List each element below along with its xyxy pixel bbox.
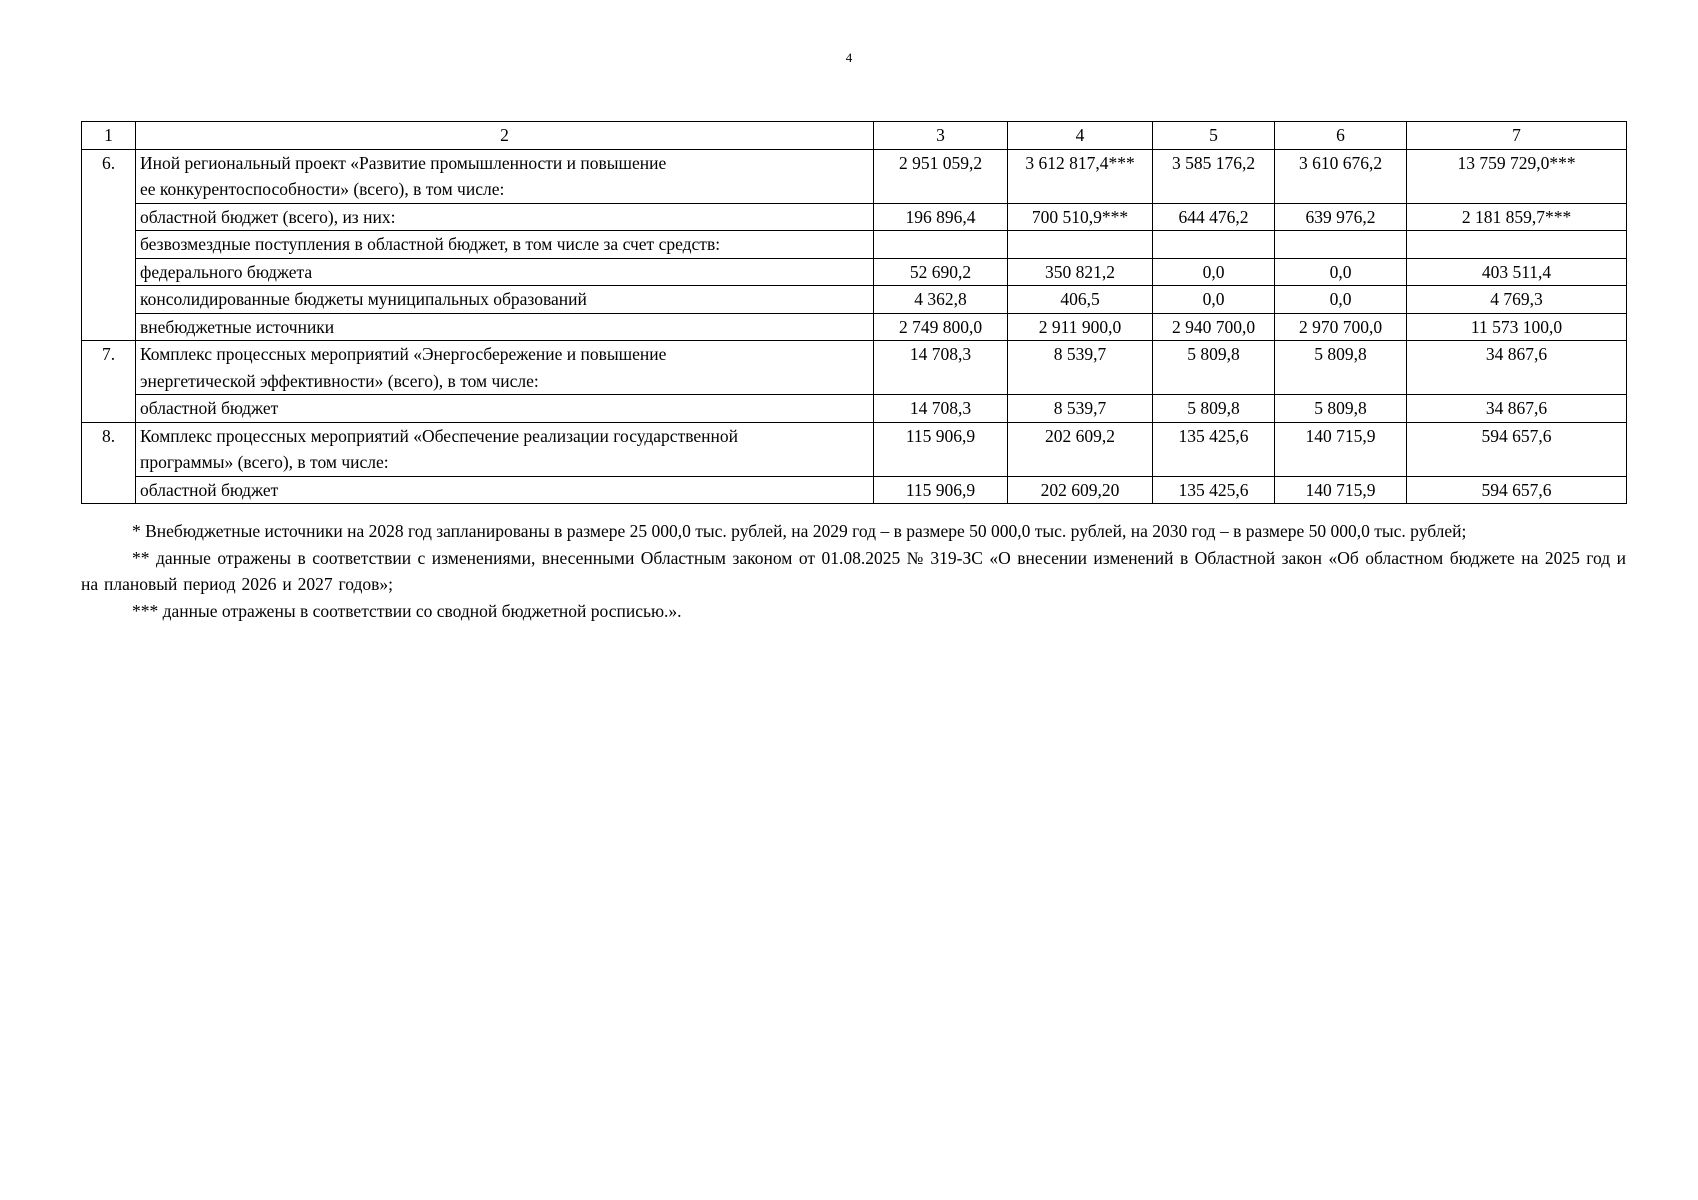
cell-value-col-4: 202 609,20 bbox=[1008, 476, 1153, 504]
column-number-1: 1 bbox=[82, 122, 136, 150]
budget-table bbox=[81, 121, 1627, 504]
cell-value-col-7: 11 573 100,0 bbox=[1407, 313, 1627, 341]
column-number-5: 5 bbox=[1153, 122, 1275, 150]
cell-value-col-4 bbox=[1008, 231, 1153, 259]
page-number: 4 bbox=[845, 50, 853, 65]
table-row bbox=[82, 149, 1627, 203]
cell-value-col-5: 3 585 176,2 bbox=[1153, 149, 1275, 203]
table-row bbox=[82, 286, 1627, 314]
item-number: 8. bbox=[82, 422, 136, 504]
cell-value-col-4: 3 612 817,4*** bbox=[1008, 149, 1153, 203]
cell-value-col-7: 2 181 859,7*** bbox=[1407, 203, 1627, 231]
cell-value-col-3: 2 749 800,0 bbox=[874, 313, 1008, 341]
cell-value-col-5: 0,0 bbox=[1153, 258, 1275, 286]
cell-value-col-5: 5 809,8 bbox=[1153, 341, 1275, 395]
table-row bbox=[82, 203, 1627, 231]
footnote-1: * Внебюджетные источники на 2028 год запланированы в размере 25 000,0 тыс. рублей, на 2029 год – в размере 50 000,0 тыс. рублей, на 2030 год – в размере 50 000,0 тыс. рублей; bbox=[132, 521, 1467, 541]
cell-value-col-3: 115 906,9 bbox=[874, 422, 1008, 476]
cell-value-col-6: 5 809,8 bbox=[1275, 341, 1407, 395]
cell-value-col-6: 0,0 bbox=[1275, 258, 1407, 286]
row-label-line: Комплекс процессных мероприятий «Обеспечение реализации государственной bbox=[140, 425, 738, 446]
cell-value-col-6: 2 970 700,0 bbox=[1275, 313, 1407, 341]
column-number-7: 7 bbox=[1407, 122, 1627, 150]
cell-value-col-3: 14 708,3 bbox=[874, 341, 1008, 395]
cell-value-col-6: 140 715,9 bbox=[1275, 422, 1407, 476]
cell-value-col-3: 2 951 059,2 bbox=[874, 149, 1008, 203]
cell-value-col-6: 140 715,9 bbox=[1275, 476, 1407, 504]
row-label bbox=[136, 203, 874, 231]
row-label-line: внебюджетные источники bbox=[140, 316, 335, 337]
row-label-line: Комплекс процессных мероприятий «Энергосбережение и повышение bbox=[140, 344, 667, 364]
row-label bbox=[136, 286, 874, 314]
cell-value-col-4: 2 911 900,0 bbox=[1008, 313, 1153, 341]
table-row bbox=[82, 231, 1627, 259]
column-number-6: 6 bbox=[1275, 122, 1407, 150]
cell-value-col-3: 14 708,3 bbox=[874, 395, 1008, 423]
cell-value-col-5: 644 476,2 bbox=[1153, 203, 1275, 231]
cell-value-col-7: 34 867,6 bbox=[1407, 395, 1627, 423]
cell-value-col-4: 202 609,2 bbox=[1008, 422, 1153, 476]
cell-value-col-7: 594 657,6 bbox=[1407, 476, 1627, 504]
cell-value-col-3: 4 362,8 bbox=[874, 286, 1008, 314]
row-label-line: областной бюджет bbox=[140, 398, 279, 418]
row-label-line: безвозмездные поступления в областной бюджет, в том числе за счет средств: bbox=[140, 234, 721, 254]
cell-value-col-6: 3 610 676,2 bbox=[1275, 149, 1407, 203]
table-row bbox=[82, 258, 1627, 286]
cell-value-col-4: 8 539,7 bbox=[1008, 395, 1153, 423]
row-label-line: энергетической эффективности» (всего), в том числе: bbox=[140, 370, 539, 391]
row-label bbox=[136, 395, 874, 423]
cell-value-col-4: 8 539,7 bbox=[1008, 341, 1153, 395]
table-row bbox=[82, 341, 1627, 395]
cell-value-col-4: 350 821,2 bbox=[1008, 258, 1153, 286]
cell-value-col-4: 700 510,9*** bbox=[1008, 203, 1153, 231]
row-label-line: программы» (всего), в том числе: bbox=[140, 452, 389, 472]
cell-value-col-5: 5 809,8 bbox=[1153, 395, 1275, 423]
cell-value-col-3: 52 690,2 bbox=[874, 258, 1008, 286]
table-header-row bbox=[82, 122, 1627, 150]
footnote-2: ** данные отражены в соответствии с изменениями, внесенными Областным законом от 01.08.2025 № 319-ЗС «О внесении изменений в Областной закон «Об областном бюджете на 2025 год и на плановый период 2026 и 2027 годов»; bbox=[81, 547, 1626, 594]
cell-value-col-5: 2 940 700,0 bbox=[1153, 313, 1275, 341]
footnotes bbox=[81, 518, 1626, 624]
column-number-3: 3 bbox=[874, 122, 1008, 150]
row-label bbox=[136, 258, 874, 286]
row-label bbox=[136, 313, 874, 341]
row-label-line: Иной региональный проект «Развитие промышленности и повышение bbox=[140, 152, 667, 173]
cell-value-col-5 bbox=[1153, 231, 1275, 259]
table-row bbox=[82, 422, 1627, 476]
cell-value-col-7: 403 511,4 bbox=[1407, 258, 1627, 286]
row-label-line: федерального бюджета bbox=[140, 261, 313, 282]
cell-value-col-7 bbox=[1407, 231, 1627, 259]
item-number: 7. bbox=[82, 341, 136, 423]
row-label-line: областной бюджет bbox=[140, 479, 279, 500]
row-label-line: областной бюджет (всего), из них: bbox=[140, 206, 396, 227]
cell-value-col-6: 5 809,8 bbox=[1275, 395, 1407, 423]
cell-value-col-5: 0,0 bbox=[1153, 286, 1275, 314]
cell-value-col-5: 135 425,6 bbox=[1153, 476, 1275, 504]
table-row bbox=[82, 313, 1627, 341]
column-number-2: 2 bbox=[136, 122, 874, 150]
cell-value-col-3: 115 906,9 bbox=[874, 476, 1008, 504]
cell-value-col-6: 0,0 bbox=[1275, 286, 1407, 314]
row-label bbox=[136, 422, 874, 476]
cell-value-col-7: 4 769,3 bbox=[1407, 286, 1627, 314]
footnote-3: *** данные отражены в соответствии со сводной бюджетной росписью.». bbox=[132, 600, 682, 621]
cell-value-col-5: 135 425,6 bbox=[1153, 422, 1275, 476]
row-label bbox=[136, 149, 874, 203]
cell-value-col-3 bbox=[874, 231, 1008, 259]
row-label bbox=[136, 341, 874, 395]
cell-value-col-6: 639 976,2 bbox=[1275, 203, 1407, 231]
column-number-4: 4 bbox=[1008, 122, 1153, 150]
cell-value-col-4: 406,5 bbox=[1008, 286, 1153, 314]
cell-value-col-7: 13 759 729,0*** bbox=[1407, 149, 1627, 203]
cell-value-col-7: 594 657,6 bbox=[1407, 422, 1627, 476]
cell-value-col-7: 34 867,6 bbox=[1407, 341, 1627, 395]
row-label bbox=[136, 231, 874, 259]
cell-value-col-3: 196 896,4 bbox=[874, 203, 1008, 231]
table-row bbox=[82, 395, 1627, 423]
row-label-line: ее конкурентоспособности» (всего), в том числе: bbox=[140, 179, 505, 199]
row-label bbox=[136, 476, 874, 504]
row-label-line: консолидированные бюджеты муниципальных образований bbox=[140, 289, 587, 309]
cell-value-col-6 bbox=[1275, 231, 1407, 259]
item-number: 6. bbox=[82, 149, 136, 341]
table-row bbox=[82, 476, 1627, 504]
